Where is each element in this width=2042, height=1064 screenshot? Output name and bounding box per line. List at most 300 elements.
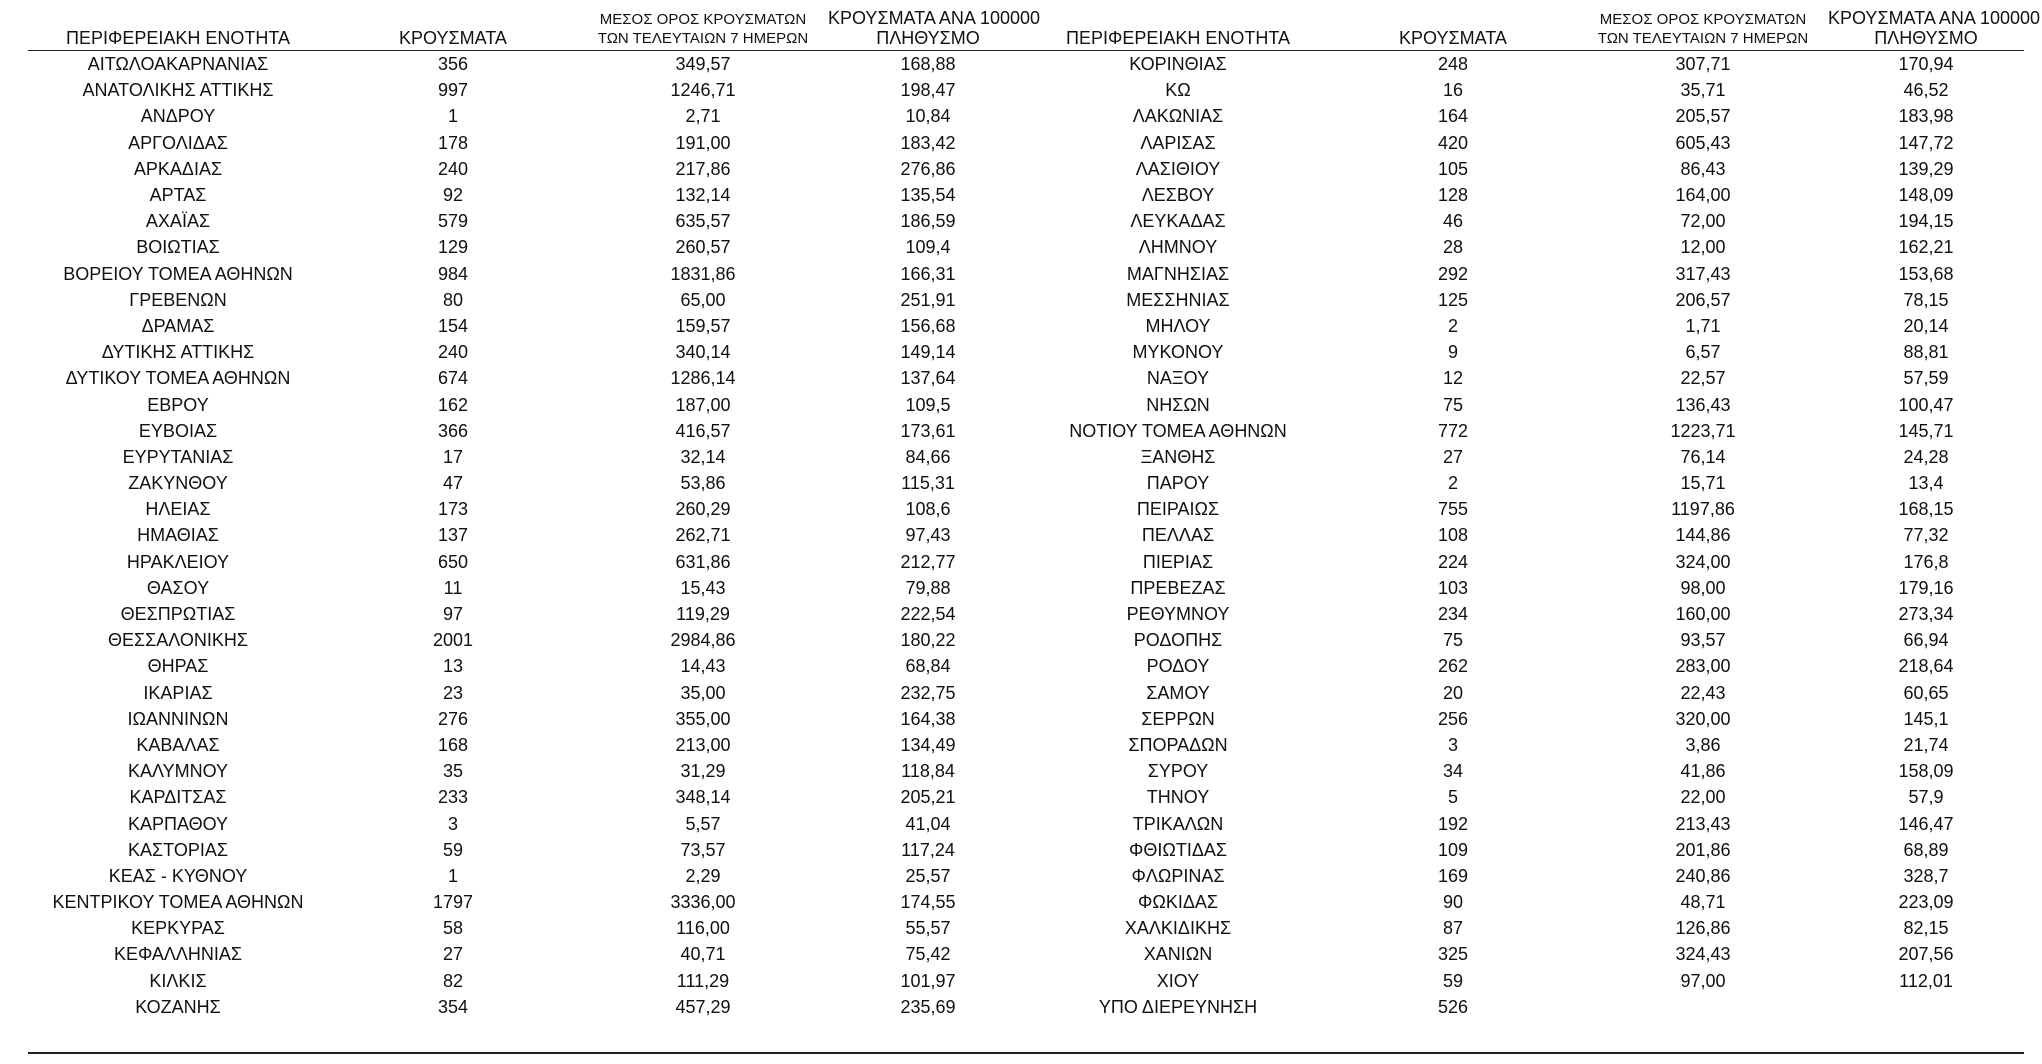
table-row	[28, 968, 2024, 994]
right-region-cell: ΠΙΕΡΙΑΣ	[1142, 551, 1214, 572]
left-avg-cell: 217,86	[675, 158, 731, 179]
left-avg-cell: 213,00	[675, 734, 731, 755]
left-region-cell: ΚΑΛΥΜΝΟΥ	[127, 761, 229, 782]
header-per100k-line1-2: ΚΡΟΥΣΜΑΤΑ ΑΝΑ 100000	[1828, 8, 2040, 28]
right-region-cell: ΛΗΜΝΟΥ	[1138, 237, 1218, 258]
right-per100k-cell: 20,14	[1903, 315, 1949, 336]
left-avg-cell: 457,29	[675, 996, 731, 1017]
left-cases-cell: 650	[437, 551, 469, 572]
header-avg-line2-2: ΤΩΝ ΤΕΛΕΥΤΑΙΩΝ 7 ΗΜΕΡΩΝ	[1597, 30, 1809, 47]
right-avg-cell: 97,00	[1680, 970, 1726, 991]
left-per100k-cell: 222,54	[900, 604, 956, 625]
left-region-cell: ΑΝΑΤΟΛΙΚΗΣ ΑΤΤΙΚΗΣ	[82, 80, 274, 101]
right-region-cell: ΚΟΡΙΝΘΙΑΣ	[1129, 54, 1227, 75]
left-region-cell: ΘΕΣΠΡΩΤΙΑΣ	[120, 604, 236, 625]
header-per100k-line2-2: ΠΛΗΘΥΣΜΟ	[1874, 28, 1978, 48]
right-region-cell: ΚΩ	[1165, 80, 1191, 101]
right-region-cell: ΜΑΓΝΗΣΙΑΣ	[1126, 263, 1230, 284]
right-avg-cell: 201,86	[1675, 839, 1731, 860]
left-cases-cell: 276	[437, 708, 469, 729]
left-per100k-cell: 164,38	[900, 708, 956, 729]
right-cases-cell: 164	[1437, 106, 1469, 127]
left-avg-cell: 15,43	[680, 577, 726, 598]
right-region-cell: ΛΕΣΒΟΥ	[1141, 185, 1215, 206]
left-avg-cell: 262,71	[675, 525, 731, 546]
right-per100k-cell: 194,15	[1898, 211, 1954, 232]
right-per100k-cell: 66,94	[1903, 630, 1949, 651]
left-avg-cell: 1246,71	[670, 80, 736, 101]
right-region-cell: ΠΡΕΒΕΖΑΣ	[1130, 577, 1226, 598]
left-region-cell: ΚΑΣΤΟΡΙΑΣ	[128, 839, 228, 860]
left-cases-cell: 354	[437, 996, 469, 1017]
right-per100k-cell	[1828, 994, 2024, 1020]
left-per100k-cell: 97,43	[905, 525, 951, 546]
left-avg-cell: 2984,86	[670, 630, 736, 651]
right-region-cell: ΝΑΞΟΥ	[1146, 368, 1210, 389]
right-avg-cell	[1578, 994, 1828, 1020]
table-row	[28, 365, 2024, 391]
left-per100k-cell: 168,88	[900, 54, 956, 75]
table-body	[28, 51, 2024, 1020]
right-region-cell: ΝΗΣΩΝ	[1146, 394, 1210, 415]
right-avg-cell: 93,57	[1680, 630, 1726, 651]
left-avg-cell: 132,14	[675, 185, 731, 206]
header-per-100k-2	[1828, 8, 2040, 51]
right-per100k-cell: 176,8	[1903, 551, 1949, 572]
left-region-cell: ΕΥΒΟΙΑΣ	[138, 420, 218, 441]
left-cases-cell: 154	[437, 315, 469, 336]
left-avg-cell: 111,29	[676, 970, 730, 991]
right-region-cell: ΥΠΟ ΔΙΕΡΕΥΝΗΣΗ	[1098, 996, 1258, 1017]
right-cases-cell: 27	[1442, 446, 1464, 467]
table-row	[28, 313, 2024, 339]
right-avg-cell: 35,71	[1680, 80, 1726, 101]
left-region-cell: ΗΜΑΘΙΑΣ	[137, 525, 219, 546]
left-avg-cell: 73,57	[680, 839, 726, 860]
header-per100k-line1: ΚΡΟΥΣΜΑΤΑ ΑΝΑ 100000	[828, 8, 1040, 28]
right-region-cell: ΡΟΔΟΥ	[1146, 656, 1210, 677]
table-row	[28, 915, 2024, 941]
right-avg-cell: 160,00	[1675, 604, 1731, 625]
left-avg-cell: 631,86	[675, 551, 731, 572]
left-region-cell: ΔΥΤΙΚΗΣ ΑΤΤΙΚΗΣ	[101, 342, 255, 363]
right-cases-cell: 59	[1442, 970, 1464, 991]
left-region-cell: ΒΟΡΕΙΟΥ ΤΟΜΕΑ ΑΘΗΝΩΝ	[63, 263, 293, 284]
right-avg-cell: 22,00	[1680, 787, 1726, 808]
left-region-cell: ΘΕΣΣΑΛΟΝΙΚΗΣ	[107, 630, 249, 651]
right-per100k-cell: 46,52	[1903, 80, 1949, 101]
left-cases-cell: 2001	[432, 630, 474, 651]
left-per100k-cell: 41,04	[905, 813, 951, 834]
table-row	[28, 680, 2024, 706]
left-region-cell: ΚΟΖΑΝΗΣ	[135, 996, 221, 1017]
left-avg-cell: 348,14	[675, 787, 731, 808]
table-row	[28, 653, 2024, 679]
left-per100k-cell: 183,42	[900, 132, 956, 153]
left-region-cell: ΑΡΚΑΔΙΑΣ	[133, 158, 223, 179]
left-cases-cell: 82	[442, 970, 464, 991]
right-cases-cell: 90	[1442, 892, 1464, 913]
right-per100k-cell: 328,7	[1903, 865, 1949, 886]
table-row	[28, 51, 2024, 78]
right-cases-cell: 262	[1437, 656, 1469, 677]
right-region-cell: ΣΑΜΟΥ	[1146, 682, 1210, 703]
right-cases-cell: 105	[1437, 158, 1469, 179]
right-per100k-cell: 147,72	[1898, 132, 1954, 153]
left-cases-cell: 162	[437, 394, 469, 415]
left-region-cell: ΙΩΑΝΝΙΝΩΝ	[127, 708, 229, 729]
table-row	[28, 706, 2024, 732]
left-per100k-cell: 174,55	[900, 892, 956, 913]
left-per100k-cell: 232,75	[900, 682, 956, 703]
right-per100k-cell: 218,64	[1898, 656, 1954, 677]
right-per100k-cell: 162,21	[1898, 237, 1954, 258]
left-region-cell: ΔΥΤΙΚΟΥ ΤΟΜΕΑ ΑΘΗΝΩΝ	[65, 368, 291, 389]
right-cases-cell: 12	[1442, 368, 1464, 389]
table-row	[28, 77, 2024, 103]
left-per100k-cell: 205,21	[900, 787, 956, 808]
right-cases-cell: 169	[1437, 865, 1469, 886]
left-per100k-cell: 156,68	[900, 315, 956, 336]
left-per100k-cell: 101,97	[900, 970, 956, 991]
right-cases-cell: 109	[1437, 839, 1469, 860]
left-per100k-cell: 118,84	[901, 761, 955, 782]
left-per100k-cell: 134,49	[900, 734, 956, 755]
left-per100k-cell: 180,22	[900, 630, 956, 651]
left-avg-cell: 2,29	[685, 865, 721, 886]
left-region-cell: ΙΚΑΡΙΑΣ	[143, 682, 213, 703]
left-per100k-cell: 198,47	[900, 80, 956, 101]
left-cases-cell: 23	[442, 682, 464, 703]
right-cases-cell: 87	[1442, 918, 1464, 939]
left-avg-cell: 40,71	[680, 944, 726, 965]
right-region-cell: ΠΑΡΟΥ	[1146, 473, 1210, 494]
left-avg-cell: 32,14	[680, 446, 726, 467]
right-avg-cell: 1223,71	[1670, 420, 1736, 441]
right-cases-cell: 772	[1437, 420, 1469, 441]
left-cases-cell: 674	[437, 368, 469, 389]
right-cases-cell: 9	[1447, 342, 1458, 363]
left-per100k-cell: 149,14	[900, 342, 956, 363]
left-avg-cell: 159,57	[675, 315, 731, 336]
right-region-cell: ΛΑΚΩΝΙΑΣ	[1132, 106, 1224, 127]
left-region-cell: ΒΟΙΩΤΙΑΣ	[136, 237, 220, 258]
left-per100k-cell: 212,77	[900, 551, 956, 572]
right-per100k-cell: 60,65	[1903, 682, 1949, 703]
left-region-cell: ΔΡΑΜΑΣ	[141, 315, 215, 336]
left-region-cell: ΗΛΕΙΑΣ	[145, 499, 211, 520]
left-region-cell: ΘΑΣΟΥ	[146, 577, 210, 598]
left-cases-cell: 168	[437, 734, 469, 755]
right-region-cell: ΛΕΥΚΑΔΑΣ	[1130, 211, 1226, 232]
right-cases-cell: 224	[1437, 551, 1469, 572]
right-region-cell: ΡΕΘΥΜΝΟΥ	[1126, 604, 1230, 625]
right-region-cell: ΦΩΚΙΔΑΣ	[1138, 892, 1218, 913]
left-avg-cell: 1831,86	[670, 263, 736, 284]
right-cases-cell: 16	[1442, 80, 1464, 101]
right-avg-cell: 86,43	[1680, 158, 1726, 179]
left-per100k-cell: 109,5	[905, 394, 951, 415]
left-cases-cell: 173	[437, 499, 469, 520]
right-cases-cell: 128	[1437, 185, 1469, 206]
right-per100k-cell: 145,1	[1903, 708, 1949, 729]
right-per100k-cell: 77,32	[1903, 525, 1949, 546]
right-per100k-cell: 179,16	[1898, 577, 1954, 598]
right-per100k-cell: 68,89	[1903, 839, 1949, 860]
right-avg-cell: 76,14	[1680, 446, 1726, 467]
left-cases-cell: 35	[442, 761, 464, 782]
right-region-cell: ΝΟΤΙΟΥ ΤΟΜΕΑ ΑΘΗΝΩΝ	[1069, 420, 1287, 441]
left-region-cell: ΚΑΒΑΛΑΣ	[136, 734, 220, 755]
table-row	[28, 234, 2024, 260]
table-row	[28, 863, 2024, 889]
left-avg-cell: 3336,00	[670, 892, 736, 913]
right-avg-cell: 3,86	[1685, 734, 1721, 755]
left-region-cell: ΘΗΡΑΣ	[147, 656, 209, 677]
left-region-cell: ΚΙΛΚΙΣ	[149, 970, 207, 991]
right-avg-cell: 6,57	[1685, 342, 1721, 363]
left-cases-cell: 27	[442, 944, 464, 965]
left-per100k-cell: 235,69	[900, 996, 956, 1017]
left-cases-cell: 97	[442, 604, 464, 625]
left-cases-cell: 366	[437, 420, 469, 441]
right-region-cell: ΦΘΙΩΤΙΔΑΣ	[1129, 839, 1227, 860]
right-avg-cell: 283,00	[1675, 656, 1731, 677]
left-cases-cell: 240	[437, 158, 469, 179]
right-cases-cell: 3	[1447, 734, 1458, 755]
table-row	[28, 549, 2024, 575]
left-per100k-cell: 10,84	[905, 106, 951, 127]
left-avg-cell: 349,57	[675, 54, 731, 75]
right-per100k-cell: 13,4	[1908, 473, 1944, 494]
table-row	[28, 103, 2024, 129]
left-region-cell: ΓΡΕΒΕΝΩΝ	[129, 289, 227, 310]
left-avg-cell: 35,00	[680, 682, 726, 703]
right-per100k-cell: 57,59	[1903, 368, 1949, 389]
left-per100k-cell: 166,31	[900, 263, 956, 284]
left-region-cell: ΑΙΤΩΛΟΑΚΑΡΝΑΝΙΑΣ	[87, 54, 269, 75]
right-per100k-cell: 273,34	[1898, 604, 1954, 625]
left-cases-cell: 1797	[432, 892, 474, 913]
header-region: ΠΕΡΙΦΕΡΕΙΑΚΗ ΕΝΟΤΗΤΑ	[65, 28, 291, 48]
right-per100k-cell: 139,29	[1898, 158, 1954, 179]
right-avg-cell: 213,43	[1675, 813, 1731, 834]
left-per100k-cell: 55,57	[905, 918, 951, 939]
left-cases-cell: 80	[442, 289, 464, 310]
bottom-divider	[28, 1052, 2024, 1054]
right-region-cell: ΣΕΡΡΩΝ	[1141, 708, 1215, 729]
table-row	[28, 627, 2024, 653]
table-row	[28, 156, 2024, 182]
left-region-cell: ΑΝΔΡΟΥ	[140, 106, 216, 127]
right-region-cell: ΤΗΝΟΥ	[1146, 787, 1210, 808]
right-avg-cell: 605,43	[1675, 132, 1731, 153]
header-avg-7-days	[578, 8, 828, 51]
header-cases-2: ΚΡΟΥΣΜΑΤΑ	[1399, 28, 1507, 48]
right-cases-cell: 125	[1437, 289, 1469, 310]
table-row	[28, 182, 2024, 208]
header-per100k-line2: ΠΛΗΘΥΣΜΟ	[876, 28, 980, 48]
table-row	[28, 391, 2024, 417]
header-region-2: ΠΕΡΙΦΕΡΕΙΑΚΗ ΕΝΟΤΗΤΑ	[1065, 28, 1291, 48]
left-avg-cell: 1286,14	[670, 368, 736, 389]
left-avg-cell: 187,00	[675, 394, 731, 415]
left-region-cell: ΕΒΡΟΥ	[147, 394, 209, 415]
left-per100k-cell: 25,57	[905, 865, 951, 886]
right-cases-cell: 103	[1437, 577, 1469, 598]
right-region-cell: ΞΑΝΘΗΣ	[1140, 446, 1216, 467]
right-per100k-cell: 78,15	[1903, 289, 1949, 310]
left-avg-cell: 116,00	[676, 918, 730, 939]
right-avg-cell: 48,71	[1680, 892, 1726, 913]
table-row	[28, 130, 2024, 156]
left-per100k-cell: 251,91	[900, 289, 956, 310]
right-region-cell: ΜΕΣΣΗΝΙΑΣ	[1126, 289, 1230, 310]
right-cases-cell: 46	[1442, 211, 1464, 232]
left-avg-cell: 260,29	[675, 499, 731, 520]
right-avg-cell: 144,86	[1675, 525, 1731, 546]
left-per100k-cell: 137,64	[900, 368, 956, 389]
header-per-100k	[828, 8, 1040, 51]
left-per100k-cell: 108,6	[905, 499, 951, 520]
table-row	[28, 208, 2024, 234]
left-avg-cell: 119,29	[676, 604, 730, 625]
right-cases-cell: 75	[1442, 630, 1464, 651]
left-avg-cell: 355,00	[675, 708, 731, 729]
right-region-cell: ΤΡΙΚΑΛΩΝ	[1132, 813, 1224, 834]
left-region-cell: ΚΑΡΔΙΤΣΑΣ	[129, 787, 227, 808]
left-region-cell: ΑΡΤΑΣ	[149, 185, 207, 206]
left-avg-cell: 416,57	[675, 420, 731, 441]
left-per100k-cell: 276,86	[900, 158, 956, 179]
table-row	[28, 496, 2024, 522]
right-per100k-cell: 168,15	[1898, 499, 1954, 520]
right-avg-cell: 205,57	[1675, 106, 1731, 127]
right-per100k-cell: 57,9	[1908, 787, 1944, 808]
table-row	[28, 575, 2024, 601]
left-region-cell: ΗΡΑΚΛΕΙΟΥ	[126, 551, 230, 572]
table-row	[28, 758, 2024, 784]
table-row	[28, 941, 2024, 967]
right-region-cell: ΧΑΝΙΩΝ	[1143, 944, 1213, 965]
right-avg-cell: 22,43	[1680, 682, 1726, 703]
left-cases-cell: 13	[442, 656, 464, 677]
right-avg-cell: 98,00	[1680, 577, 1726, 598]
header-avg-line1: ΜΕΣΟΣ ΟΡΟΣ ΚΡΟΥΣΜΑΤΩΝ	[599, 11, 807, 28]
right-per100k-cell: 112,01	[1899, 970, 1953, 991]
left-avg-cell: 340,14	[675, 342, 731, 363]
left-cases-cell: 1	[447, 865, 458, 886]
table-row	[28, 601, 2024, 627]
right-cases-cell: 234	[1437, 604, 1469, 625]
left-cases-cell: 997	[437, 80, 469, 101]
right-per100k-cell: 145,71	[1898, 420, 1954, 441]
table-row	[28, 444, 2024, 470]
right-region-cell: ΡΟΔΟΠΗΣ	[1133, 630, 1223, 651]
left-cases-cell: 92	[442, 185, 464, 206]
right-cases-cell: 2	[1447, 315, 1458, 336]
right-region-cell: ΧΑΛΚΙΔΙΚΗΣ	[1124, 918, 1232, 939]
left-region-cell: ΑΧΑΪΑΣ	[145, 211, 211, 232]
left-per100k-cell: 75,42	[905, 944, 951, 965]
left-cases-cell: 59	[442, 839, 464, 860]
header-avg-line1-2: ΜΕΣΟΣ ΟΡΟΣ ΚΡΟΥΣΜΑΤΩΝ	[1599, 11, 1807, 28]
right-per100k-cell: 148,09	[1898, 185, 1954, 206]
right-avg-cell: 317,43	[1675, 263, 1731, 284]
right-region-cell: ΛΑΡΙΣΑΣ	[1140, 132, 1216, 153]
right-avg-cell: 206,57	[1675, 289, 1731, 310]
right-avg-cell: 324,00	[1675, 551, 1731, 572]
left-per100k-cell: 135,54	[900, 185, 956, 206]
right-per100k-cell: 183,98	[1898, 106, 1954, 127]
right-cases-cell: 192	[1437, 813, 1469, 834]
table-row	[28, 784, 2024, 810]
header-avg-7-days-2	[1578, 8, 1828, 51]
table-row	[28, 994, 2024, 1020]
left-per100k-cell: 115,31	[901, 473, 955, 494]
left-cases-cell: 579	[437, 211, 469, 232]
right-per100k-cell: 100,47	[1898, 394, 1954, 415]
right-per100k-cell: 158,09	[1898, 761, 1954, 782]
table-row	[28, 261, 2024, 287]
left-region-cell: ΖΑΚΥΝΘΟΥ	[128, 473, 228, 494]
right-per100k-cell: 82,15	[1903, 918, 1949, 939]
right-cases-cell: 325	[1437, 944, 1469, 965]
left-region-cell: ΚΑΡΠΑΘΟΥ	[127, 813, 229, 834]
table-row	[28, 837, 2024, 863]
right-per100k-cell: 170,94	[1898, 54, 1954, 75]
right-region-cell: ΜΗΛΟΥ	[1145, 315, 1211, 336]
left-cases-cell: 984	[437, 263, 469, 284]
left-per100k-cell: 84,66	[905, 446, 951, 467]
left-cases-cell: 3	[447, 813, 458, 834]
right-avg-cell: 12,00	[1680, 237, 1726, 258]
table-row	[28, 418, 2024, 444]
left-cases-cell: 11	[443, 577, 463, 598]
right-cases-cell: 5	[1447, 787, 1458, 808]
left-cases-cell: 129	[437, 237, 469, 258]
left-per100k-cell: 109,4	[905, 237, 951, 258]
table-row	[28, 287, 2024, 313]
left-region-cell: ΚΕΦΑΛΛΗΝΙΑΣ	[113, 944, 243, 965]
right-avg-cell: 41,86	[1680, 761, 1726, 782]
right-per100k-cell: 24,28	[1903, 446, 1949, 467]
left-region-cell: ΚΕΑΣ - ΚΥΘΝΟΥ	[108, 865, 248, 886]
right-cases-cell: 108	[1437, 525, 1469, 546]
table-row	[28, 810, 2024, 836]
right-region-cell: ΛΑΣΙΘΙΟΥ	[1135, 158, 1221, 179]
left-avg-cell: 31,29	[680, 761, 726, 782]
left-cases-cell: 137	[437, 525, 469, 546]
right-region-cell: ΠΕΛΛΑΣ	[1141, 525, 1215, 546]
left-per100k-cell: 117,24	[901, 839, 955, 860]
left-avg-cell: 191,00	[675, 132, 731, 153]
right-cases-cell: 420	[1437, 132, 1469, 153]
right-cases-cell: 75	[1442, 394, 1464, 415]
left-avg-cell: 53,86	[680, 473, 726, 494]
left-region-cell: ΕΥΡΥΤΑΝΙΑΣ	[122, 446, 234, 467]
left-avg-cell: 5,57	[685, 813, 721, 834]
right-per100k-cell: 146,47	[1898, 813, 1954, 834]
left-cases-cell: 233	[437, 787, 469, 808]
right-cases-cell: 28	[1442, 237, 1464, 258]
right-avg-cell: 307,71	[1675, 54, 1731, 75]
right-avg-cell: 136,43	[1675, 394, 1731, 415]
left-avg-cell: 65,00	[680, 289, 726, 310]
header-cases: ΚΡΟΥΣΜΑΤΑ	[399, 28, 507, 48]
right-region-cell: ΜΥΚΟΝΟΥ	[1132, 342, 1224, 363]
header-row	[28, 8, 2024, 51]
